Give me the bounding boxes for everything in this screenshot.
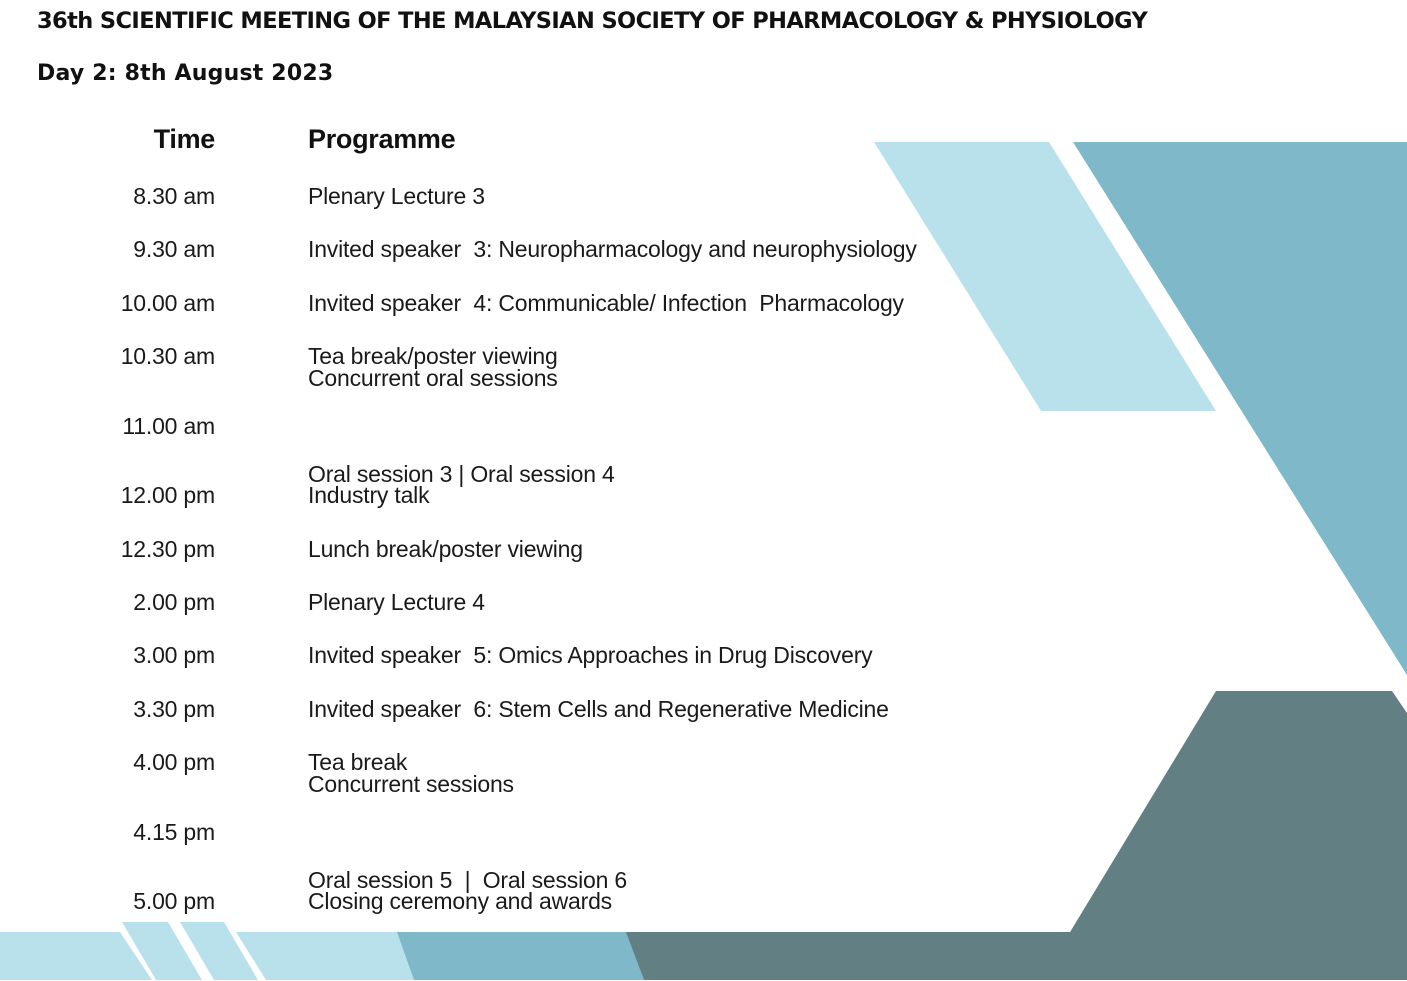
programme-line: Invited speaker 4: Communicable/ Infection Pharmacology xyxy=(308,290,904,316)
programme-line: Closing ceremony and awards xyxy=(308,888,612,914)
row-time: 10.00 am xyxy=(120,290,215,316)
programme-line: Plenary Lecture 3 xyxy=(308,183,485,209)
row-time: 10.30 am xyxy=(120,343,215,369)
schedule-row xyxy=(0,533,1000,565)
programme-line: Tea break xyxy=(308,749,408,775)
slate-bottom-band xyxy=(625,932,1080,980)
row-time: 4.15 pm xyxy=(133,819,215,845)
row-time: 12.30 pm xyxy=(120,536,215,562)
programme-line: Industry talk xyxy=(308,482,430,508)
row-time: 11.00 am xyxy=(122,413,215,439)
programme-line: Lunch break/poster viewing xyxy=(308,536,583,562)
schedule-row xyxy=(0,885,1000,917)
programme-line: Concurrent sessions xyxy=(308,771,514,797)
programme-line: Tea break/poster viewing xyxy=(308,343,558,369)
row-time: 12.00 pm xyxy=(120,482,215,508)
row-time: 5.00 pm xyxy=(133,888,215,914)
row-time: 3.30 pm xyxy=(133,696,215,722)
row-time: 8.30 am xyxy=(133,183,215,209)
programme-column-header: Programme xyxy=(308,124,456,154)
programme-line: Invited speaker 5: Omics Approaches in Drug Discovery xyxy=(308,642,873,668)
programme-line-2: Oral session 3 | Oral session 4 xyxy=(308,461,615,487)
programme-line: Invited speaker 6: Stem Cells and Regenerative Medicine xyxy=(308,696,889,722)
row-time: 3.00 pm xyxy=(133,642,215,668)
day-subtitle: Day 2: 8th August 2023 xyxy=(37,61,334,86)
row-programme xyxy=(308,821,612,981)
programme-line-2: Oral session 5 | Oral session 6 xyxy=(308,867,627,893)
slate-bottom-right-block xyxy=(1041,691,1407,980)
time-column-header: Time xyxy=(153,124,215,154)
page-title: 36th SCIENTIFIC MEETING OF THE MALAYSIAN SOCIETY OF PHARMACOLOGY & PHYSIOLOGY xyxy=(37,8,1148,34)
programme-line: Invited speaker 3: Neuropharmacology and neurophysiology xyxy=(308,236,917,262)
programme-line: Plenary Lecture 4 xyxy=(308,589,485,615)
row-time: 4.00 pm xyxy=(133,749,215,775)
programme-line: Concurrent oral sessions xyxy=(308,365,558,391)
row-time: 2.00 pm xyxy=(133,589,215,615)
light-blue-bottom-strip-1 xyxy=(0,932,152,980)
schedule-row xyxy=(0,365,1000,487)
row-time: 9.30 am xyxy=(133,236,215,262)
